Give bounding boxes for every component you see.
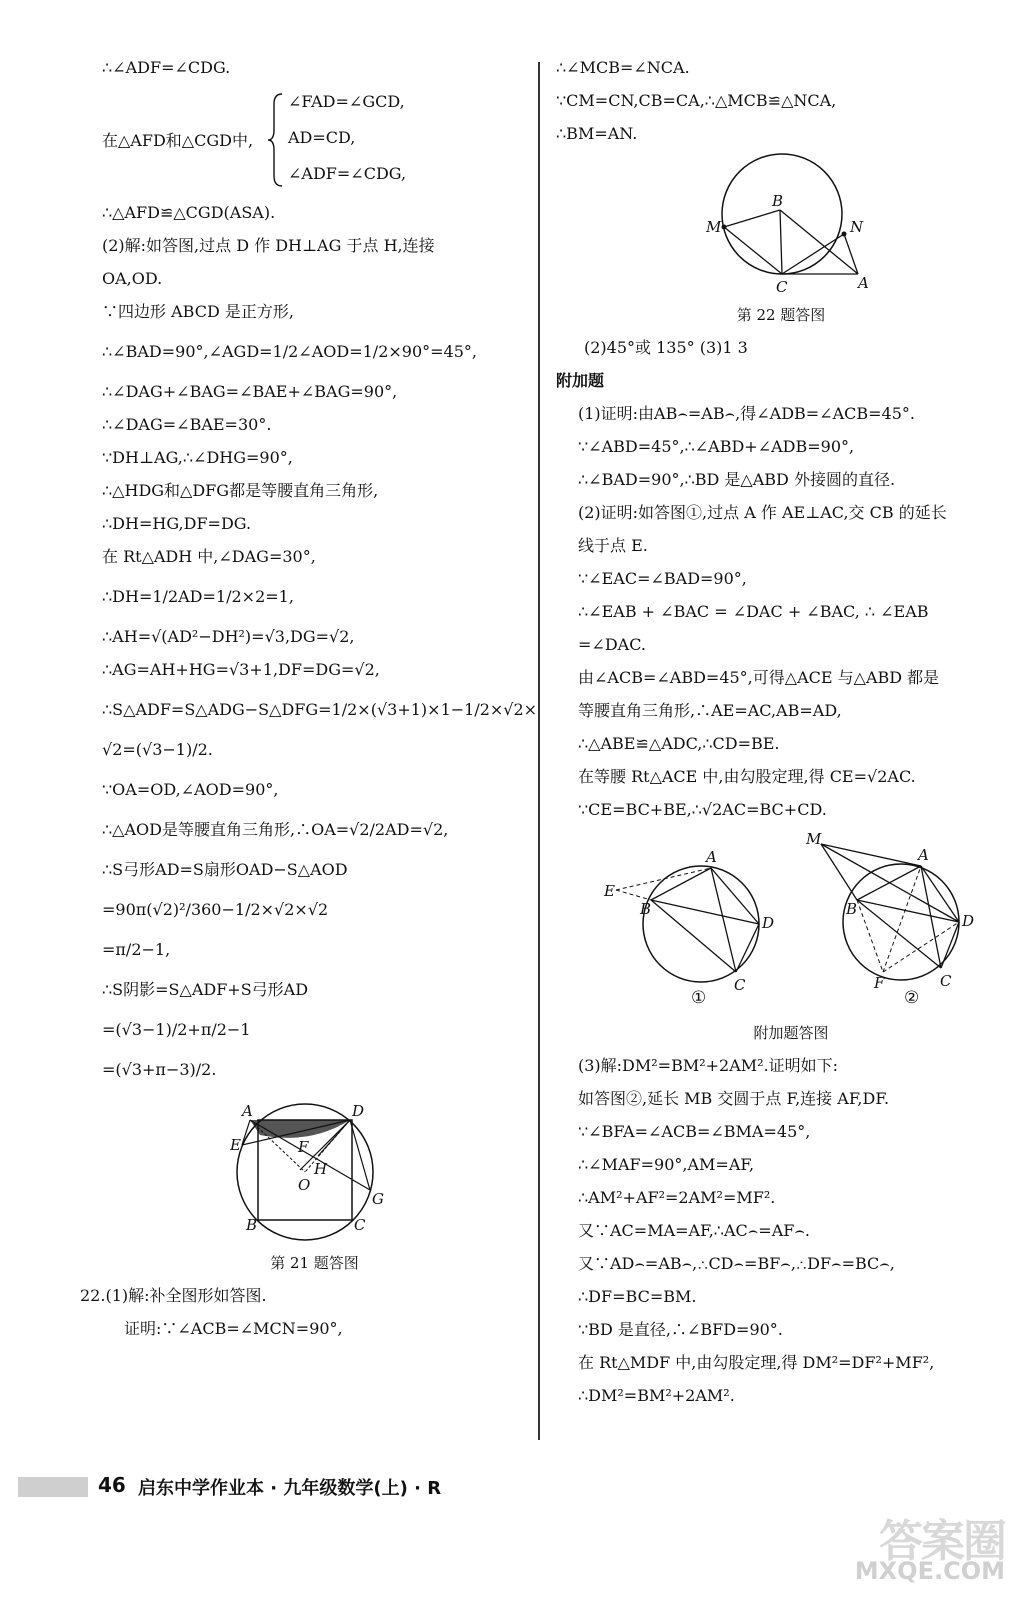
svg-text:C: C	[734, 976, 746, 994]
text-line: ∴△AOD是等腰直角三角形,∴OA=√2/2AD=√2,	[102, 820, 449, 839]
text-line: ∴DH=HG,DF=DG.	[102, 514, 252, 533]
text-line: ∴△AFD≌△CGD(ASA).	[102, 203, 276, 222]
text-line: ∴AG=AH+HG=√3+1,DF=DG=√2,	[102, 660, 380, 679]
text-line: ∵∠ABD=45°,∴∠ABD+∠ADB=90°,	[578, 437, 855, 456]
text-line: ∴∠BAD=90°,∠AGD=1/2∠AOD=1/2×90°=45°,	[102, 342, 477, 361]
svg-text:O: O	[297, 1176, 310, 1194]
figure-21-diagram	[230, 1100, 400, 1250]
svg-text:D: D	[762, 914, 775, 932]
svg-text:G: G	[371, 1190, 384, 1208]
svg-text:A: A	[706, 848, 717, 866]
figure-22	[694, 152, 869, 302]
svg-text:F: F	[874, 974, 885, 992]
text-line: 线于点 E.	[578, 536, 648, 555]
text-line: ∴DM²=BM²+2AM².	[578, 1386, 735, 1405]
text-line: √2=(√3−1)/2.	[102, 740, 213, 759]
svg-text:B: B	[846, 900, 858, 918]
text-line: (3)解:DM²=BM²+2AM².证明如下:	[578, 1056, 839, 1075]
text-line: ∴DH=1/2AD=1/2×2=1,	[102, 587, 294, 606]
right-column	[556, 58, 1006, 1406]
text-line: ∴S△ADF=S△ADG−S△DFG=1/2×(√3+1)×1−1/2×√2×	[102, 700, 538, 719]
text-line: ∴△HDG和△DFG都是等腰直角三角形,	[102, 481, 379, 500]
svg-text:B: B	[771, 192, 783, 210]
figure-label-1: ①	[691, 988, 707, 1008]
svg-text:N: N	[849, 218, 863, 236]
text-line: ∴DF=BC=BM.	[578, 1287, 697, 1306]
text-line: (2)证明:如答图①,过点 A 作 AE⊥AC,交 CB 的延长	[578, 503, 947, 522]
svg-text:F: F	[297, 1138, 308, 1156]
page-number: 46	[98, 1473, 126, 1497]
section-heading: 附加题	[556, 371, 605, 390]
text-line: ∵CM=CN,CB=CA,∴△MCB≌△NCA,	[556, 91, 837, 110]
text-line: ∵∠EAC=∠BAD=90°,	[578, 569, 747, 588]
text-line: ∵∠BFA=∠ACB=∠BMA=45°,	[578, 1122, 811, 1141]
text-line: 又∵AC=MA=AF,∴AC⌢=AF⌢.	[578, 1221, 810, 1240]
text-line: 在等腰 Rt△ACE 中,由勾股定理,得 CE=√2AC.	[578, 767, 916, 786]
svg-text:C: C	[940, 972, 952, 990]
text-line: =∠DAC.	[578, 635, 646, 654]
text-line: ∴∠DAG+∠BAG=∠BAE+∠BAG=90°,	[102, 382, 398, 401]
svg-text:A: A	[241, 1102, 253, 1120]
text-line: ∴∠ADF=∠CDG.	[102, 58, 231, 77]
text-line: ∴∠MAF=90°,AM=AF,	[578, 1155, 755, 1174]
svg-text:A: A	[918, 846, 929, 864]
text-line: ∴AM²+AF²=2AM²=MF².	[578, 1188, 776, 1207]
text-line: 在 Rt△ADH 中,∠DAG=30°,	[102, 547, 316, 566]
text-line: ∴△ABE≌△ADC,∴CD=BE.	[578, 734, 780, 753]
text-line: ∵BD 是直径,∴∠BFD=90°.	[578, 1320, 783, 1339]
text-line: =π/2−1,	[102, 940, 171, 959]
text-line: ∴S弓形AD=S扇形OAD−S△AOD	[102, 860, 348, 879]
congruence-brace	[102, 90, 527, 190]
text-line: ∵DH⊥AG,∴∠DHG=90°,	[102, 448, 293, 467]
text-line: ∵OA=OD,∠AOD=90°,	[102, 780, 279, 799]
brace-icon	[268, 90, 284, 190]
text-line: 由∠ACB=∠ABD=45°,可得△ACE 与△ABD 都是	[578, 668, 940, 687]
svg-text:H: H	[313, 1160, 327, 1178]
text-line: (1)证明:由AB⌢=AB⌢,得∠ADB=∠ACB=45°.	[578, 404, 915, 423]
text-line: ∴∠DAG=∠BAE=30°.	[102, 415, 272, 434]
svg-text:D: D	[351, 1102, 364, 1120]
brace-line: ∠FAD=∠GCD,	[288, 92, 405, 111]
svg-text:D: D	[962, 912, 975, 930]
text-line: =(√3+π−3)/2.	[102, 1060, 217, 1079]
figure-22-diagram	[694, 152, 869, 302]
extra-figures	[556, 832, 1006, 1012]
watermark	[830, 1505, 1005, 1585]
text-line: 又∵AD⌢=AB⌢,∴CD⌢=BF⌢,∴DF⌢=BC⌢,	[578, 1254, 895, 1273]
text-line: =90π(√2)²/360−1/2×√2×√2	[102, 900, 329, 919]
text-line: ∴∠BAD=90°,∴BD 是△ABD 外接圆的直径.	[578, 470, 896, 489]
text-line: ∴AH=√(AD²−DH²)=√3,DG=√2,	[102, 627, 355, 646]
svg-text:E: E	[604, 882, 615, 900]
svg-text:C: C	[353, 1216, 365, 1234]
svg-text:B: B	[245, 1216, 257, 1234]
watermark-url: MXQE.COM	[854, 1557, 1005, 1585]
text-line: 如答图②,延长 MB 交圆于点 F,连接 AF,DF.	[578, 1089, 890, 1108]
svg-text:E: E	[229, 1136, 241, 1154]
text-line: (2)45°或 135° (3)1 3	[584, 338, 748, 357]
book-title: 启东中学作业本 · 九年级数学(上) · R	[138, 1478, 442, 1499]
text-line: 在 Rt△MDF 中,由勾股定理,得 DM²=DF²+MF²,	[578, 1353, 935, 1372]
text-line: 证明:∵∠ACB=∠MCN=90°,	[124, 1319, 343, 1338]
text-line: 等腰直角三角形,∴AE=AC,AB=AD,	[578, 701, 842, 720]
left-column	[80, 58, 538, 1339]
brace-line: ∠ADF=∠CDG,	[288, 164, 407, 183]
text-line: 22.(1)解:补全图形如答图.	[80, 1286, 267, 1305]
text-line: OA,OD.	[102, 269, 163, 288]
brace-label: 在△AFD和△CGD中,	[102, 131, 254, 150]
text-line: (2)解:如答图,过点 D 作 DH⊥AG 于点 H,连接	[102, 236, 435, 255]
extra-figure-diagrams	[556, 832, 996, 1012]
svg-text:M: M	[705, 218, 721, 236]
footer-bar	[18, 1477, 88, 1497]
figure-21-caption: 第 21 题答图	[270, 1254, 359, 1272]
column-divider	[538, 62, 540, 1440]
text-line: ∴S阴影=S△ADF+S弓形AD	[102, 980, 309, 999]
page-footer	[18, 1471, 618, 1501]
text-line: =(√3−1)/2+π/2−1	[102, 1020, 251, 1039]
text-line: ∵四边形 ABCD 是正方形,	[102, 302, 294, 321]
figure-21	[230, 1100, 400, 1250]
figure-label-2: ②	[904, 988, 920, 1008]
text-line: ∴∠EAB + ∠BAC = ∠DAC + ∠BAC, ∴ ∠EAB	[578, 602, 929, 621]
extra-figure-caption: 附加题答图	[753, 1024, 829, 1042]
text-line: ∵CE=BC+BE,∴√2AC=BC+CD.	[578, 800, 827, 819]
svg-text:C: C	[775, 278, 787, 296]
svg-text:A: A	[857, 274, 869, 292]
text-line: ∴∠MCB=∠NCA.	[556, 58, 690, 77]
watermark-logo: 答案圈	[879, 1516, 1005, 1567]
text-line: ∴BM=AN.	[556, 124, 638, 143]
svg-text:B: B	[640, 900, 652, 918]
svg-text:M: M	[806, 832, 822, 848]
figure-22-caption: 第 22 题答图	[736, 306, 826, 324]
brace-line: AD=CD,	[288, 128, 356, 147]
